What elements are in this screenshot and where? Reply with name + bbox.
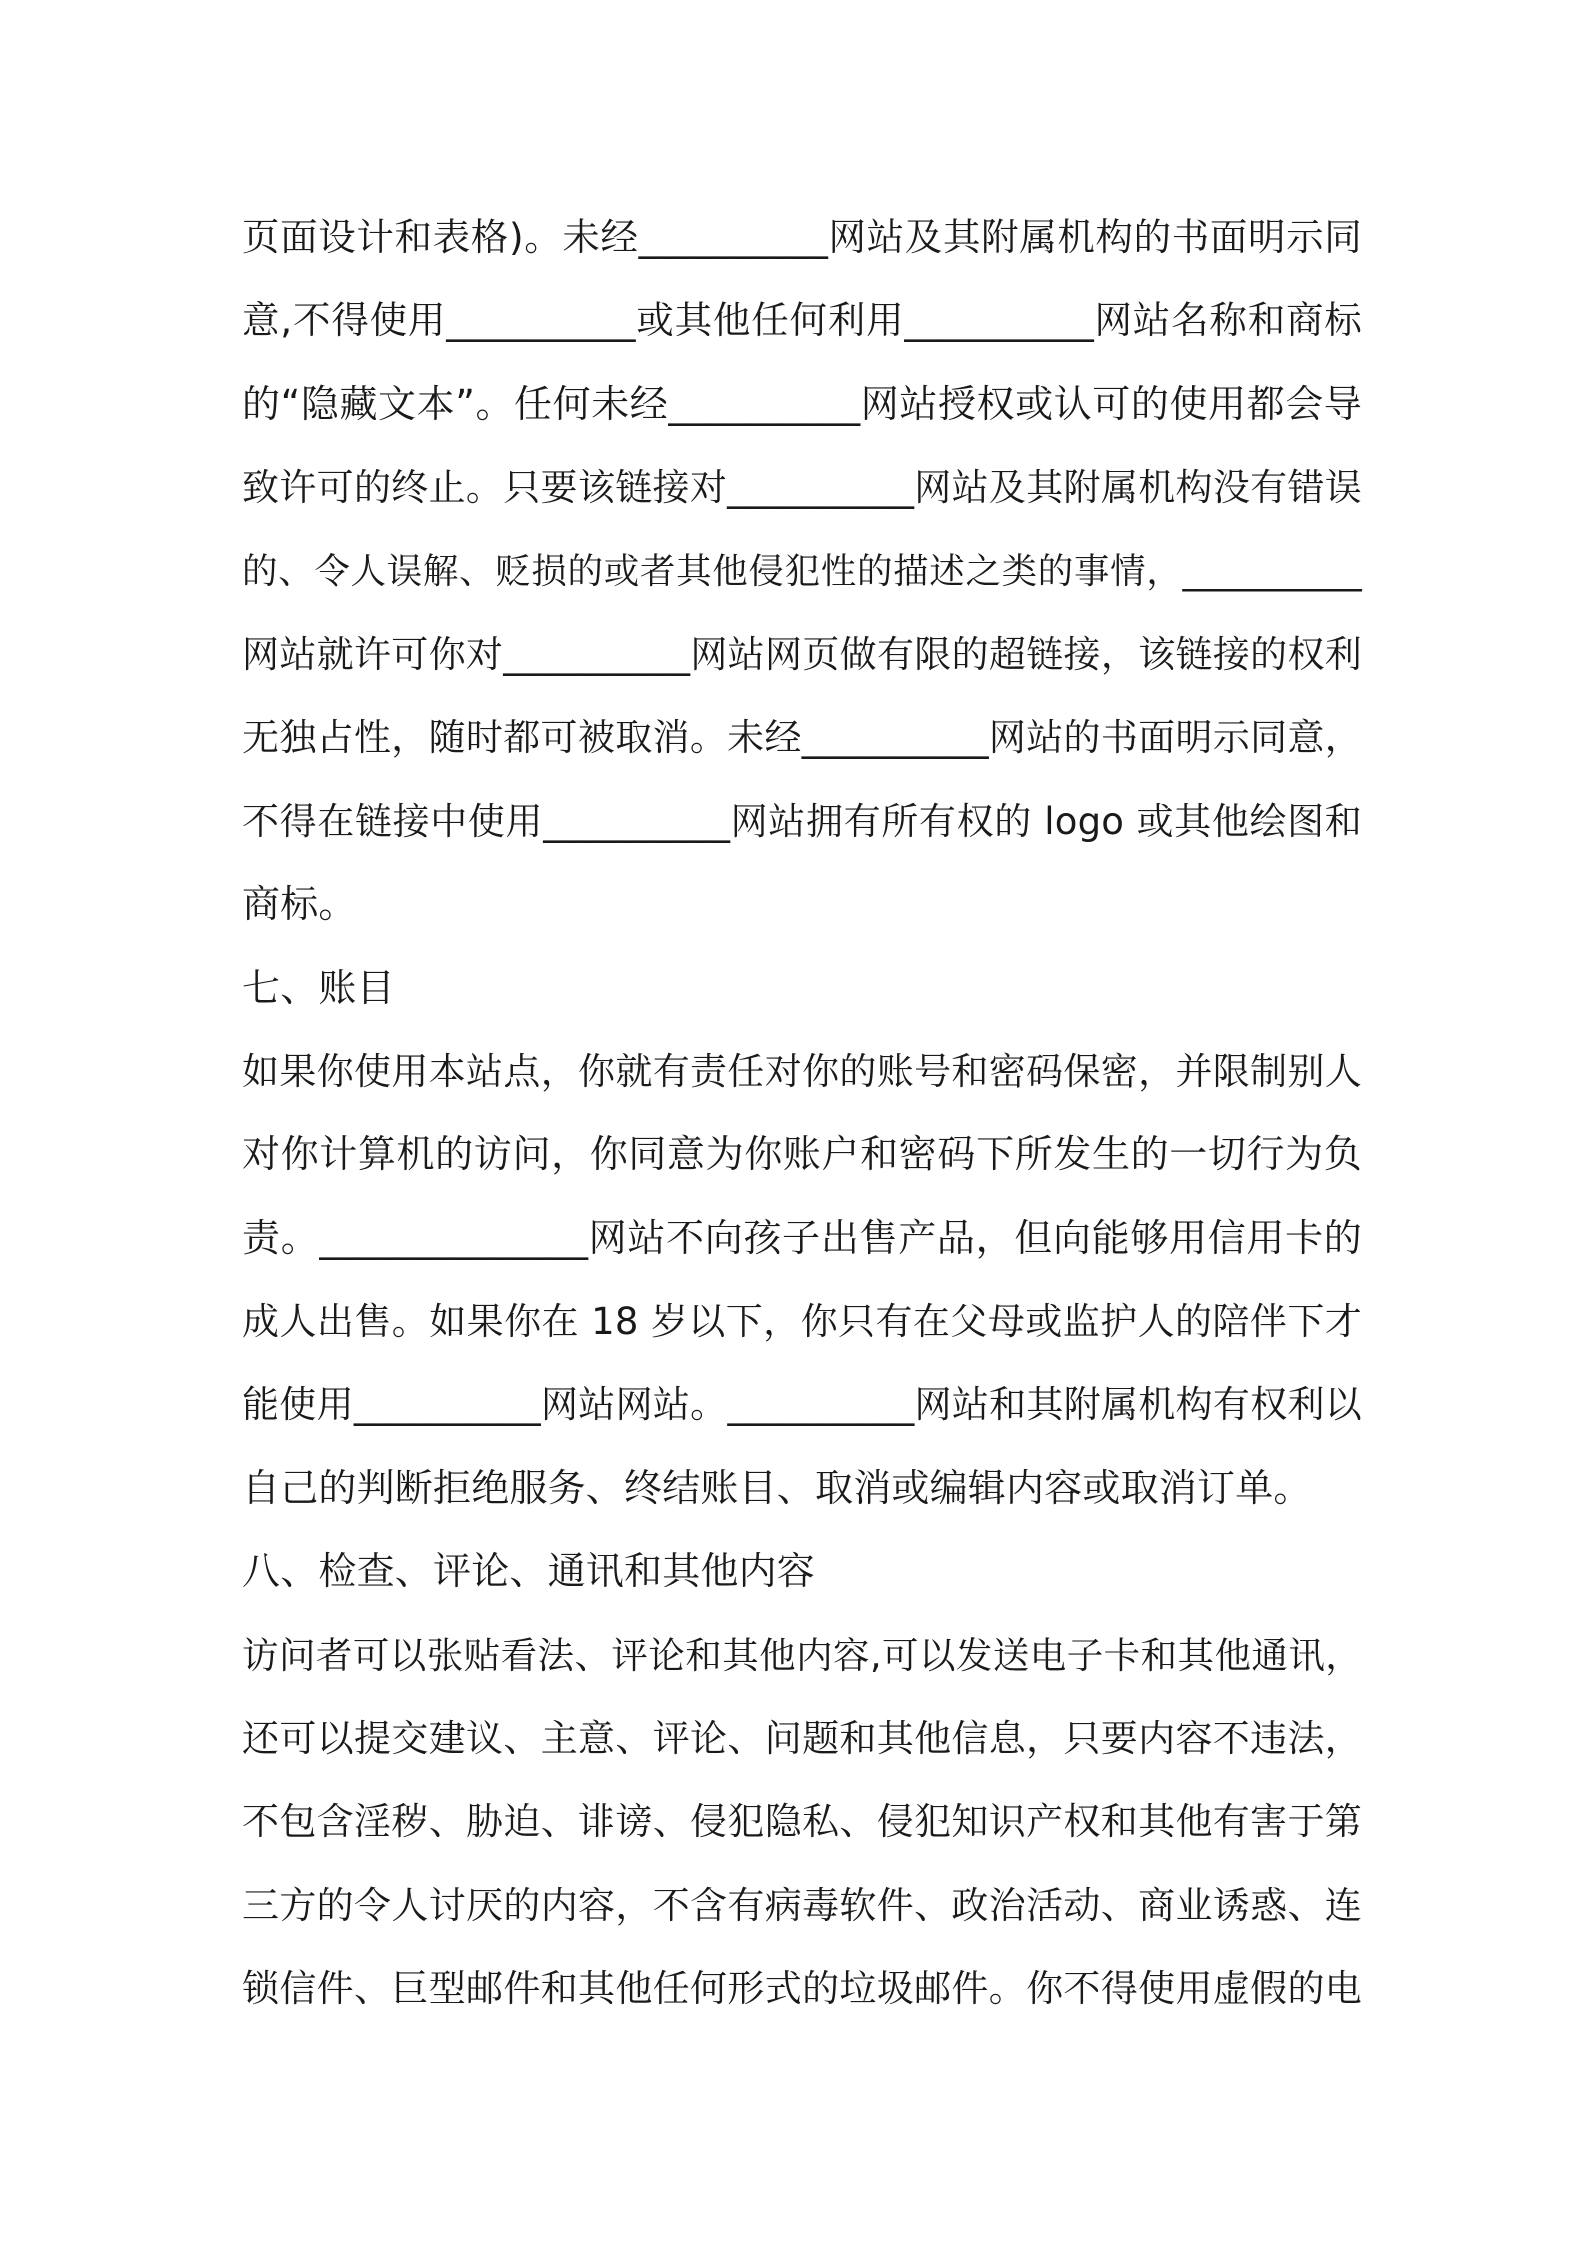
text-line-11: 如果你使用本站点，你就有责任对你的账号和密码保密，并限制别人: [242, 1049, 1362, 1093]
text-line-18: 访问者可以张贴看法、评论和其他内容,可以发送电子卡和其他通讯，: [242, 1633, 1362, 1677]
text-line-20: 不包含淫秽、胁迫、诽谤、侵犯隐私、侵犯知识产权和其他有害于第: [242, 1800, 1362, 1844]
text-line-5: 的、令人误解、贬损的或者其他侵犯性的描述之类的事情，__________: [242, 550, 1362, 592]
text-line-16: 自己的判断拒绝服务、终结账目、取消或编辑内容或取消订单。: [242, 1465, 1312, 1510]
text-line-6: 网站就许可你对__________网站网页做有限的超链接，该链接的权利: [242, 632, 1362, 676]
text-line-3: 的“隐藏文本”。任何未经__________网站授权或认可的使用都会导: [242, 381, 1362, 426]
text-line-19: 还可以提交建议、主意、评论、问题和其他信息，只要内容不违法，: [242, 1717, 1362, 1761]
text-line-9: 商标。: [242, 882, 357, 927]
text-line-15: 能使用__________网站网站。__________网站和其附属机构有权利以: [242, 1383, 1362, 1427]
document-body: [242, 196, 1362, 2031]
text-line-12: 对你计算机的访问，你同意为你账户和密码下所发生的一切行为负: [242, 1132, 1362, 1177]
text-line-22: 锁信件、巨型邮件和其他任何形式的垃圾邮件。你不得使用虚假的电: [242, 1967, 1362, 2011]
text-line-2: 意,不得使用__________或其他任何利用__________网站名称和商标: [242, 298, 1362, 343]
text-line-14: 成人出售。如果你在 18 岁以下，你只有在父母或监护人的陪伴下才: [242, 1300, 1362, 1344]
text-line-1: 页面设计和表格)。未经__________网站及其附属机构的书面明示同: [242, 215, 1362, 259]
text-line-4: 致许可的终止。只要该链接对__________网站及其附属机构没有错误: [242, 466, 1362, 510]
text-line-8: 不得在链接中使用__________网站拥有所有权的 logo 或其他绘图和: [242, 799, 1362, 843]
text-line-13: 责。______________网站不向孩子出售产品，但向能够用信用卡的: [242, 1215, 1362, 1260]
section-heading-8: 八、检查、评论、通讯和其他内容: [242, 1549, 816, 1594]
section-heading-7: 七、账目: [242, 965, 395, 1010]
text-line-7: 无独占性，随时都可被取消。未经__________网站的书面明示同意，: [242, 716, 1362, 760]
text-line-21: 三方的令人讨厌的内容，不含有病毒软件、政治活动、商业诱惑、连: [242, 1883, 1362, 1927]
